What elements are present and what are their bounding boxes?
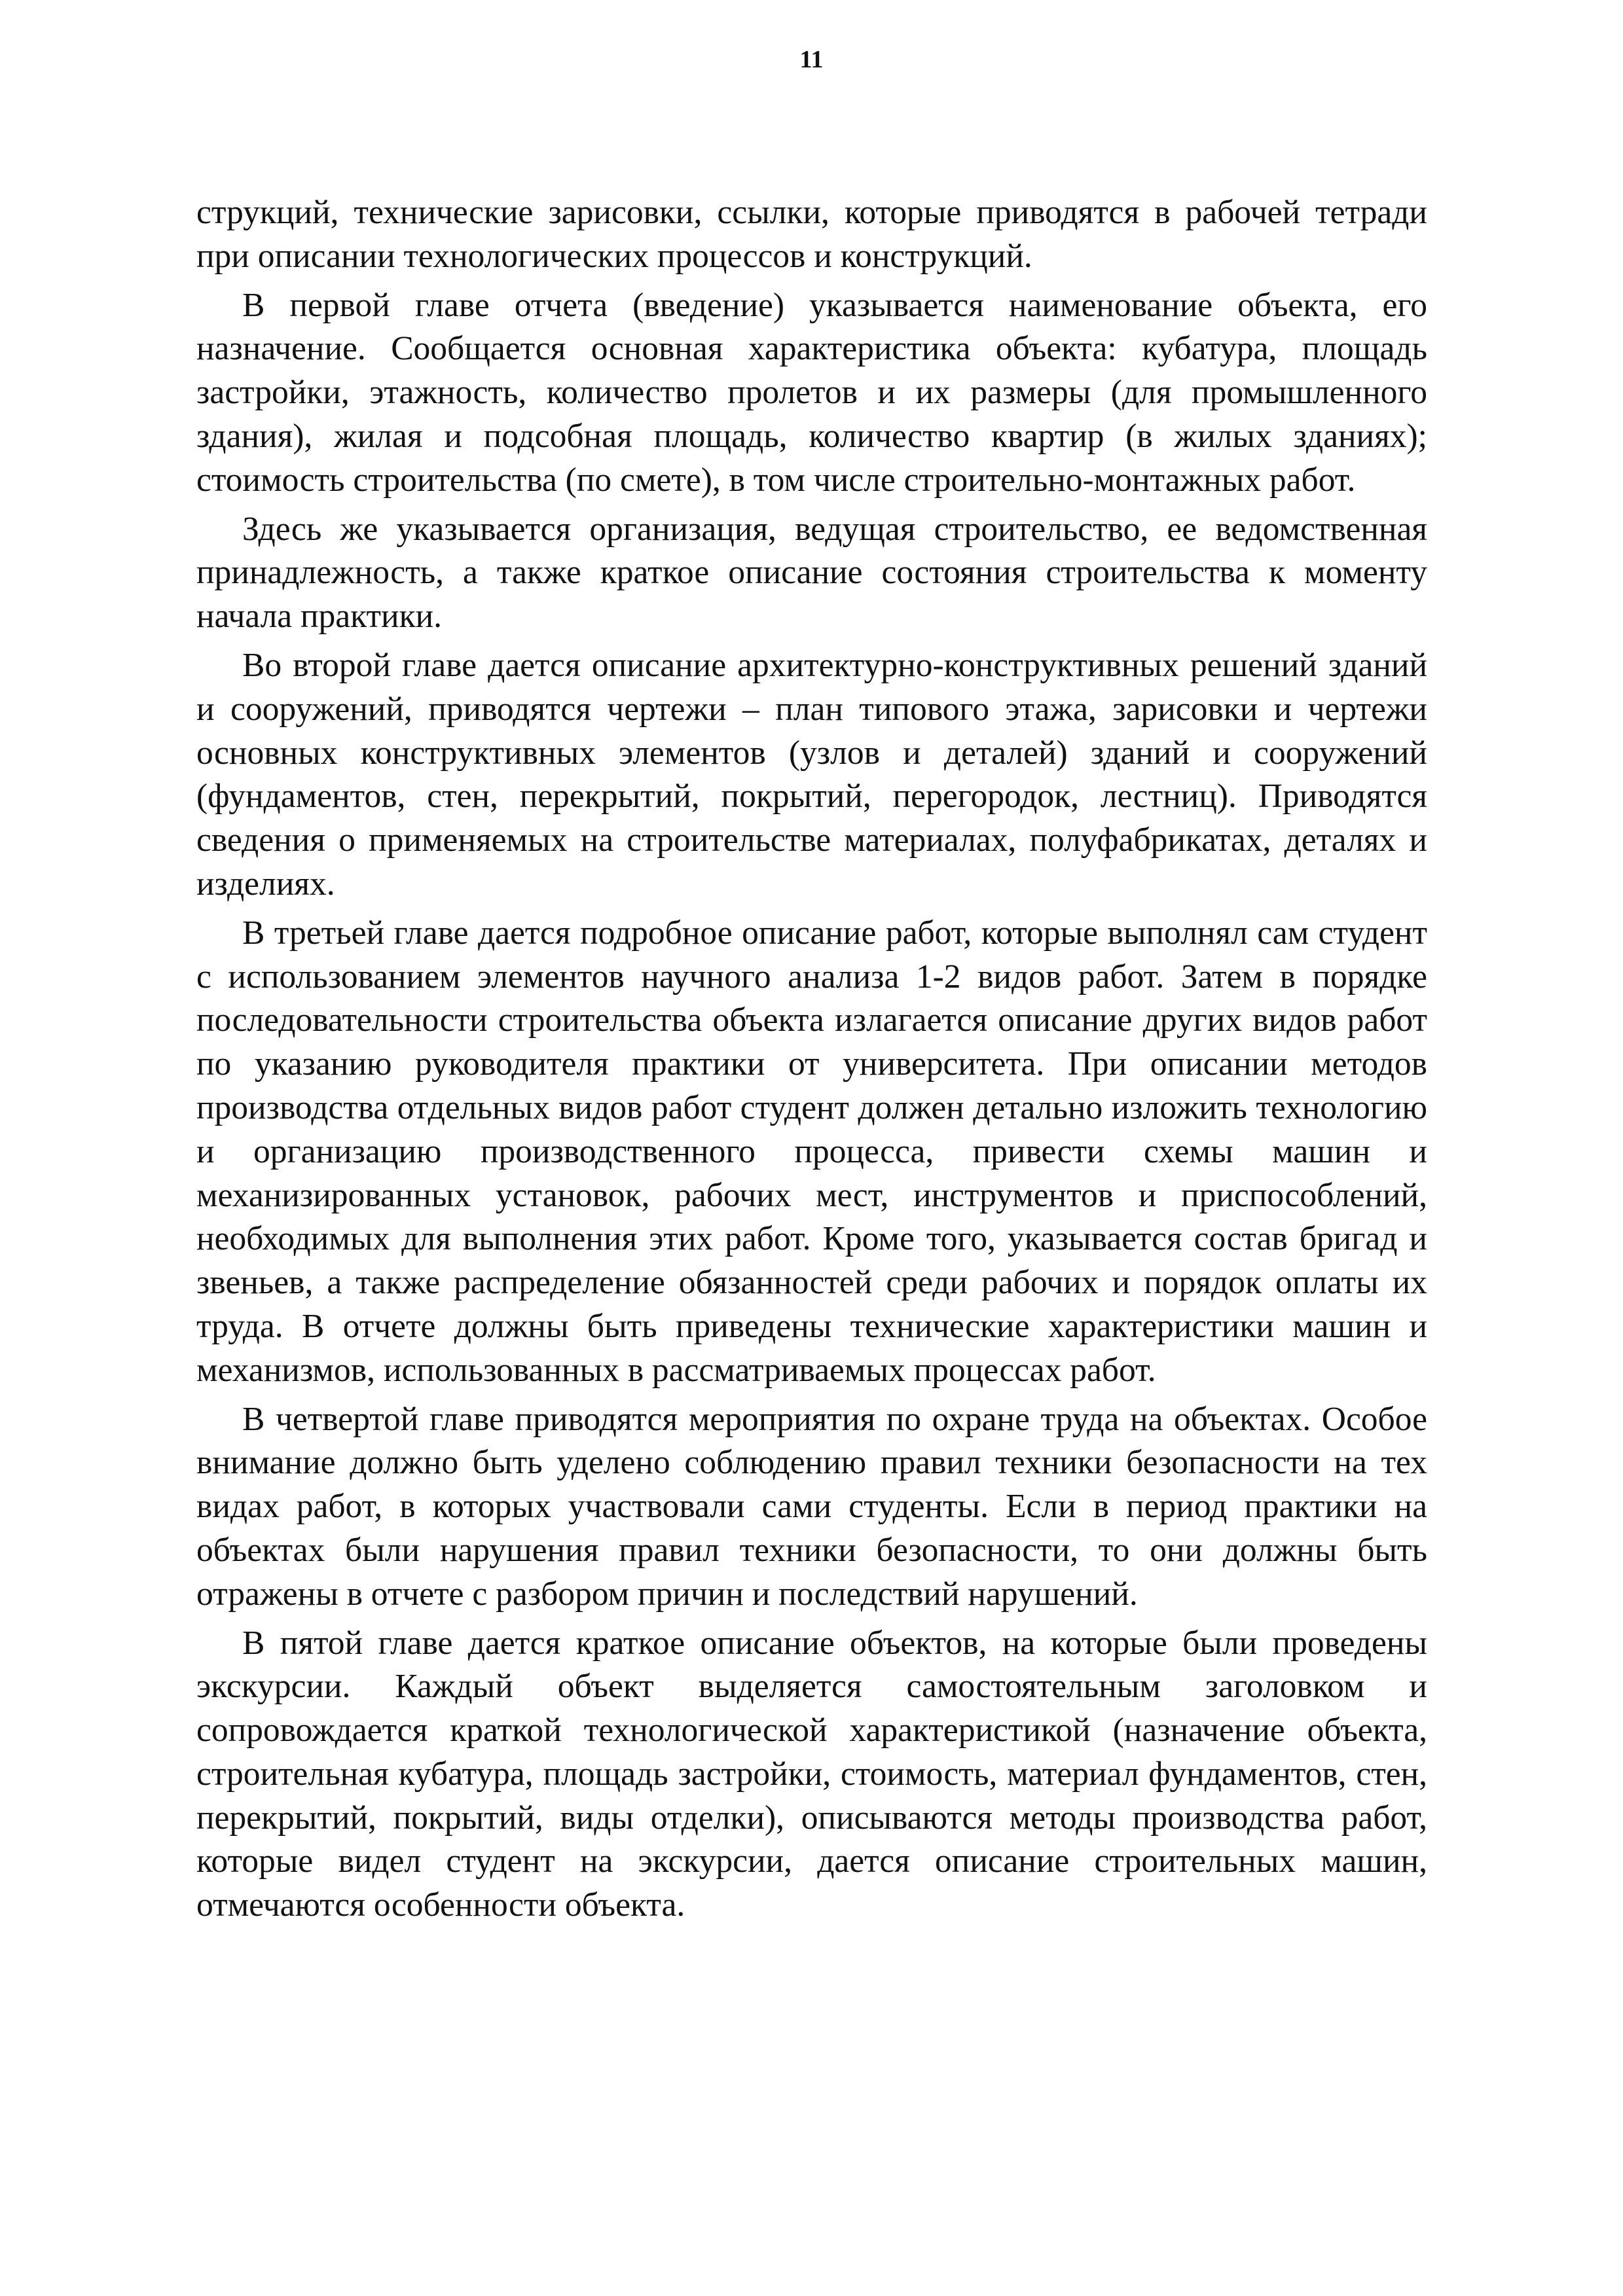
paragraph-chapter-2: Во второй главе дается описание архитектурно-конструктивных решений зданий и сооружений, приводятся чертежи – план типового этажа, зарисовки и чертежи основных конструктивных элементов (узлов и деталей) зданий и сооружений (фундаментов, стен, перекрытий, покрытий, перегородок, лестниц). Приводятся сведения о применяемых на строительстве материалах, полуфабрикатах, деталях и изделиях. bbox=[196, 646, 1427, 903]
paragraph-chapter-4: В четвертой главе приводятся мероприятия по охране труда на объектах. Особое внимание должно быть уделено соблюдению правил техники безопасности на тех видах работ, в которых участвовали сами студенты. Если в период практики на объектах были нарушения правил техники безопасности, то они должны быть отражены в отчете с разбором причин и последствий нарушений. bbox=[196, 1400, 1427, 1613]
paragraph-continuation: струкций, технические зарисовки, ссылки, которые приводятся в рабочей тетради при описании технологических процессов и конструкций. bbox=[196, 194, 1427, 275]
body-text bbox=[196, 191, 1427, 1933]
page-number: 11 bbox=[799, 46, 824, 73]
paragraph-chapter-3: В третьей главе дается подробное описание работ, которые выполнял сам студент с использованием элементов научного анализа 1-2 видов работ. Затем в порядке последовательности строительства объекта излагается описание других видов работ по указанию руководителя практики от университета. При описании методов производства отдельных видов работ студент должен детально изложить технологию и организацию производственного процесса, привести схемы машин и механизированных установок, рабочих мест, инструментов и приспособлений, необходимых для выполнения этих работ. Кроме того, указывается состав бригад и звеньев, а также распределение обязанностей среди рабочих и порядок оплаты их труда. В отчете должны быть приведены технические характеристики машин и механизмов, использованных в рассматриваемых процессах работ. bbox=[196, 914, 1427, 1389]
paragraph-organization: Здесь же указывается организация, ведущая строительство, ее ведомственная принадлежность, а также краткое описание состояния строительства к моменту начала практики. bbox=[196, 510, 1427, 636]
paragraph-chapter-5: В пятой главе дается краткое описание объектов, на которые были проведены экскурсии. Каждый объект выделяется самостоятельным заголовком и сопровождается краткой технологической характеристикой (назначение объекта, строительная кубатура, площадь застройки, стоимость, материал фундаментов, стен, перекрытий, покрытий, виды отделки), описываются методы производства работ, которые видел студент на экскурсии, дается описание строительных машин, отмечаются особенности объекта. bbox=[196, 1624, 1427, 1924]
paragraph-chapter-1: В первой главе отчета (введение) указывается наименование объекта, его назначение. Сообщается основная характеристика объекта: кубатура, площадь застройки, этажность, количество пролетов и их размеры (для промышленного здания), жилая и подсобная площадь, количество квартир (в жилых зданиях); стоимость строительства (по смете), в том числе строительно-монтажных работ. bbox=[196, 286, 1427, 499]
